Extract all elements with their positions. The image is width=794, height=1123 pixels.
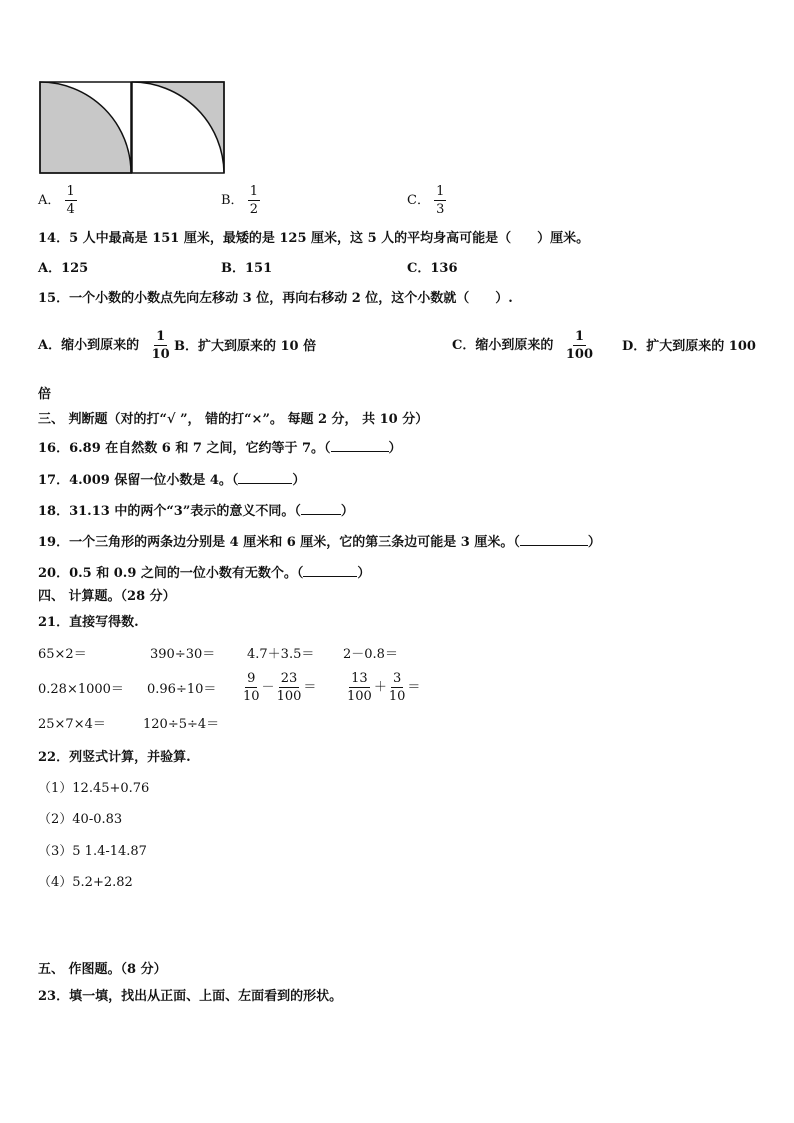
two-squares-quarter-circles-figure — [39, 81, 225, 174]
q21-title: 21．直接写得数. — [38, 615, 139, 630]
q20: 20．0.5 和 0.9 之间的一位小数有无数个。（ ） — [38, 566, 371, 581]
q21-expr: 390÷30＝ — [150, 647, 216, 662]
q22-item: （3）5 1.4-14.87 — [38, 844, 147, 859]
q16: 16．6.89 在自然数 6 和 7 之间，它约等于 7。（ ） — [38, 441, 402, 456]
q13-option-c: C． $\frac{1}{3}$ — [407, 184, 445, 217]
q21-frac-expr-1: $\frac{9}{10}$ － $\frac{23}{100}$ ＝ — [243, 671, 317, 704]
q17: 17．4.009 保留一位小数是 4。（ ） — [38, 473, 306, 488]
q21-frac-expr-2: $\frac{13}{100}$ ＋ $\frac{3}{10}$ ＝ — [347, 671, 421, 704]
q22-item: （1）12.45+0.76 — [38, 781, 150, 796]
left-quarter-circle — [40, 82, 131, 173]
q19: 19．一个三角形的两条边分别是 4 厘米和 6 厘米，它的第三条边可能是 3 厘米。（ ） — [38, 535, 601, 550]
q16-blank[interactable] — [331, 440, 389, 452]
q13-option-b: B． $\frac{1}{2}$ — [221, 184, 258, 217]
section3-title: 三、 判断题（对的打“√ ”， 错的打“×”。 每题 2 分， 共 10 分） — [38, 412, 429, 427]
q21-expr: 0.28×1000＝ — [38, 682, 124, 697]
q22-title: 22．列竖式计算，并验算. — [38, 750, 191, 765]
q18-blank[interactable] — [301, 503, 341, 515]
q17-blank[interactable] — [238, 472, 292, 484]
q14-text: 14．5 人中最高是 151 厘米，最矮的是 125 厘米，这 5 人的平均身高可能是（ ）厘米。 — [38, 231, 590, 246]
q14-option-a: A．125 — [38, 261, 89, 276]
q15-text: 15．一个小数的小数点先向左移动 3 位，再向右移动 2 位，这个小数就（ ）. — [38, 291, 513, 306]
q19-blank[interactable] — [520, 534, 588, 546]
q21-expr: 4.7＋3.5＝ — [247, 647, 315, 662]
q14-option-b: B．151 — [221, 261, 273, 276]
q22-item: （4）5.2+2.82 — [38, 875, 133, 890]
q14-option-c: C．136 — [407, 261, 458, 276]
q20-blank[interactable] — [303, 565, 357, 577]
q21-expr: 2－0.8＝ — [343, 647, 398, 662]
q18: 18．31.13 中的两个“3”表示的意义不同。（ ） — [38, 504, 354, 519]
q23-text: 23．填一填，找出从正面、上面、左面看到的形状。 — [38, 989, 343, 1004]
right-shaded-region — [132, 82, 224, 173]
q13-option-a: A． $\frac{1}{4}$ — [38, 184, 75, 217]
q15-option-b: B．扩大到原来的 10 倍 — [174, 339, 317, 354]
q15-option-a: A．缩小到原来的 $\frac{1}{10}$ — [38, 329, 170, 362]
q15-option-d: D．扩大到原来的 100 — [622, 339, 756, 354]
q21-expr: 120÷5÷4＝ — [143, 717, 220, 732]
q21-expr: 65×2＝ — [38, 647, 87, 662]
section4-title: 四、 计算题。（28 分） — [38, 589, 176, 604]
section5-title: 五、 作图题。（8 分） — [38, 962, 167, 977]
q15-wrap-text: 倍 — [38, 387, 52, 402]
q15-option-c: C．缩小到原来的 $\frac{1}{100}$ — [452, 329, 594, 362]
q21-expr: 25×7×4＝ — [38, 717, 106, 732]
q22-item: （2）40-0.83 — [38, 812, 123, 827]
q21-expr: 0.96÷10＝ — [147, 682, 217, 697]
